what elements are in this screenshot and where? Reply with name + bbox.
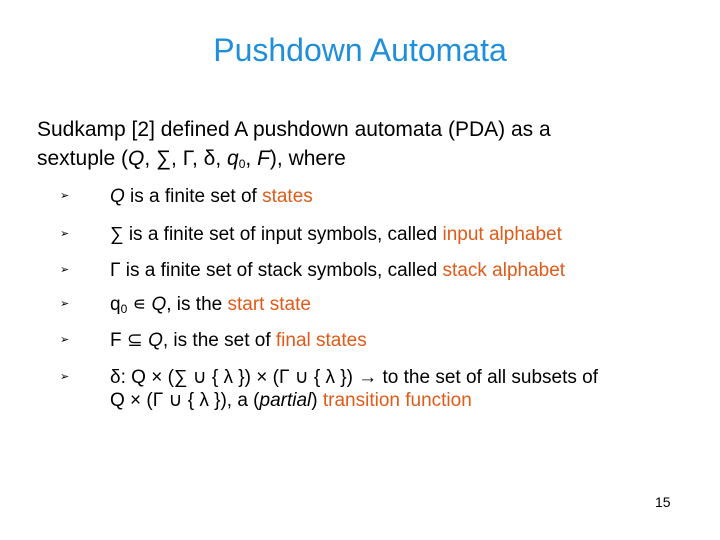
tuple-sigma: ∑	[156, 147, 172, 170]
bullet-arrow-icon: ➢	[60, 371, 70, 383]
tuple-sep: ,	[144, 147, 157, 170]
tuple-q: Q	[128, 147, 145, 170]
element-of-symbol: ∊	[127, 294, 152, 315]
symbol-q0: q	[110, 294, 121, 315]
text: , is the	[166, 294, 228, 315]
term-start-state: start state	[227, 294, 311, 315]
intro-prefix: sextuple (	[37, 147, 129, 170]
tuple-f: F	[257, 147, 270, 170]
symbol-sigma: ∑	[110, 224, 124, 245]
text: )	[311, 390, 323, 411]
list-item-text	[110, 366, 700, 412]
transition-line-2	[110, 389, 700, 412]
symbol-gamma: Γ	[110, 260, 121, 281]
term-transition-function: transition function	[322, 390, 472, 411]
list-item-text	[110, 259, 700, 282]
text: is a finite set of	[124, 186, 263, 207]
page-number: 15	[655, 494, 671, 510]
symbol-q: Q	[151, 294, 167, 315]
text: is a finite set of input symbols, called	[123, 224, 443, 245]
list-item-text	[110, 223, 700, 246]
bullet-arrow-icon: ➢	[60, 190, 70, 202]
term-final-states: final states	[275, 330, 367, 351]
tuple-sep: ,	[245, 147, 258, 170]
term-input-alphabet: input alphabet	[442, 224, 562, 245]
bullet-arrow-icon: ➢	[60, 298, 70, 310]
tuple-delta: δ	[203, 147, 216, 170]
intro-line-1: Sudkamp [2] defined A pushdown automata (PDA) as a	[37, 118, 551, 141]
intro-paragraph	[37, 115, 697, 179]
symbol-q0-subscript: 0	[120, 302, 128, 316]
symbol-f: F	[110, 330, 127, 351]
intro-suffix: ), where	[269, 147, 346, 170]
symbol-q: Q	[142, 330, 163, 351]
list-item-text	[110, 185, 700, 208]
list-item-text	[110, 329, 700, 352]
tuple-gamma: Γ	[182, 147, 192, 170]
tuple-sep: ,	[215, 147, 228, 170]
symbol-q: Q	[110, 186, 125, 207]
term-partial: partial	[259, 390, 312, 411]
text: is a finite set of stack symbols, called	[120, 260, 443, 281]
tuple-sep: ,	[171, 147, 183, 170]
text: Q × (Γ ∪ { λ }), a (	[110, 390, 260, 411]
term-stack-alphabet: stack alphabet	[442, 260, 566, 281]
bullet-arrow-icon: ➢	[60, 334, 70, 346]
subset-symbol: ⊆	[126, 330, 143, 351]
list-item-text	[110, 293, 700, 321]
intro-line-2	[37, 144, 697, 179]
tuple-q0: q	[227, 147, 239, 170]
bullet-arrow-icon: ➢	[60, 228, 70, 240]
bullet-arrow-icon: ➢	[60, 264, 70, 276]
transition-line-1: δ: Q × (∑ ∪ { λ }) × (Γ ∪ { λ }) → to the set of all subsets of	[110, 367, 598, 388]
tuple-sep: ,	[191, 147, 204, 170]
text: , is the set of	[162, 330, 276, 351]
tuple-q0-subscript: 0	[238, 157, 246, 171]
slide-title: Pushdown Automata	[213, 32, 507, 68]
term-states: states	[262, 186, 313, 207]
